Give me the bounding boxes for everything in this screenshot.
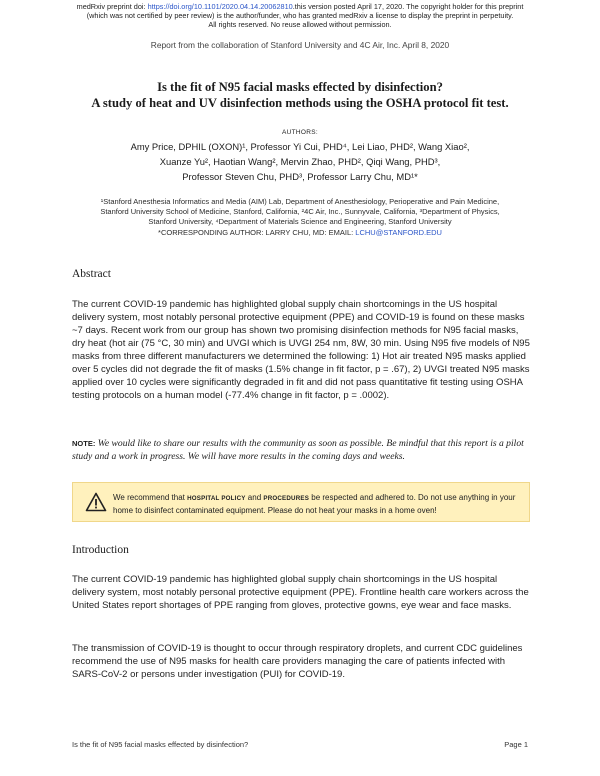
introduction-paragraph-1: The current COVID-19 pandemic has highlighted global supply chain shortcomings in the US hospital delivery system, most notably personal protective equipment (PPE). Frontline health care workers across the United States report shortages of PPE ranging from gloves, protective gowns, eye wear and face masks. [72, 574, 529, 611]
author-list [90, 139, 510, 184]
note-text: We would like to share our results with the community as soon as possible. Be mindful that this report is a pilot study and a work in progress. We will have more results in the coming days and weeks. [72, 438, 524, 462]
author-line-2: Xuanze Yu², Haotian Wang², Mervin Zhao, PHD², Qiqi Wang, PHD³, [159, 156, 441, 167]
affiliations [60, 197, 540, 238]
abstract-heading: Abstract [72, 268, 111, 280]
authors-label: AUTHORS: [282, 129, 318, 136]
preprint-banner [0, 2, 600, 29]
abstract-text: The current COVID-19 pandemic has highlighted global supply chain shortcomings in the US hospital delivery system, most notably personal protective equipment (PPE) and COVID-19 is found on these masks ~7 days. Recent work from our group has shown two promising disinfection methods for N95 facial masks, dry heat (hot air (75 °C, 30 min) and UVGI which is UVGI 254 nm, 8W, 30 min. Using N95 five models of N95 masks from three different manufacturers we determined the following: 1) Hot air treated N95 masks applied over 5 cycles did not degrade the fit of masks (1.5% change in fit factor, p = .67), 2) UVGI treated N95 masks applied over 10 cycles were significantly degraded in fit and did not pass quantitative fit testing using OSHA testing protocols on a human model (-77.4% change in fit factor, p = .0002). [72, 299, 530, 401]
author-line-1: Amy Price, DPHIL (OXON)¹, Professor Yi Cui, PHD⁴, Lei Liao, PHD², Wang Xiao², [130, 141, 470, 152]
email-link[interactable]: LCHU@STANFORD.EDU [355, 227, 442, 237]
banner-line-3: All rights reserved. No reuse allowed without permission. [208, 20, 392, 29]
affiliation-line-3: Stanford University, ⁴Department of Materials Science and Engineering, Stanford University [148, 217, 452, 227]
note-paragraph [72, 437, 532, 463]
banner-line-1: medRxiv preprint doi: https://doi.org/10.1101/2020.04.14.20062810.this version posted April 17, 2020. The copyright holder for this preprint [76, 2, 524, 11]
affiliation-line-1: ¹Stanford Anesthesia Informatics and Media (AIM) Lab, Department of Anesthesiology, Perioperative and Pain Medicine, [100, 197, 500, 206]
report-line: Report from the collaboration of Stanford University and 4C Air, Inc. April 8, 2020 [150, 40, 450, 50]
note-label: NOTE: [72, 439, 96, 448]
footer-title: Is the fit of N95 facial masks effected by disinfection? [72, 740, 249, 749]
affiliation-line-2: Stanford University School of Medicine, Stanford, California, ²4C Air, Inc., Sunnyvale, California, ³Department of Physics, [100, 207, 500, 217]
hospital-policy-term: HOSPITAL POLICY [187, 495, 246, 502]
warning-triangle-icon [85, 492, 107, 512]
title-line-2: A study of heat and UV disinfection methods using the OSHA protocol fit test. [91, 95, 509, 110]
introduction-paragraph-2: The transmission of COVID-19 is thought to occur through respiratory droplets, and current CDC guidelines recommend the use of N95 masks for health care providers managing the care of patients infected with SARS-CoV-2 or persons under investigation (PUI) for COVID-19. [72, 643, 523, 680]
doi-link[interactable]: https://doi.org/10.1101/2020.04.14.20062810 [147, 2, 293, 11]
page-number: Page 1 [504, 740, 528, 749]
author-line-3: Professor Steven Chu, PHD³, Professor Larry Chu, MD¹* [182, 171, 418, 182]
corresponding-author: *CORRESPONDING AUTHOR: LARRY CHU, MD: EMAIL: LCHU@STANFORD.EDU [158, 227, 442, 237]
paper-title [0, 80, 600, 111]
banner-line-2: (which was not certified by peer review) is the author/funder, who has granted medRxiv a license to display the preprint in perpetuity. [86, 11, 514, 20]
procedures-term: PROCEDURES [263, 495, 310, 502]
introduction-heading: Introduction [72, 544, 129, 556]
warning-box [72, 482, 530, 522]
warning-text: We recommend that HOSPITAL POLICY and PROCEDURES be respected and adhered to. Do not use anything in your home to disinfect contaminated equipment. Please do not heat your masks in a home oven! [113, 493, 516, 515]
title-line-1: Is the fit of N95 facial masks effected by disinfection? [157, 80, 443, 94]
